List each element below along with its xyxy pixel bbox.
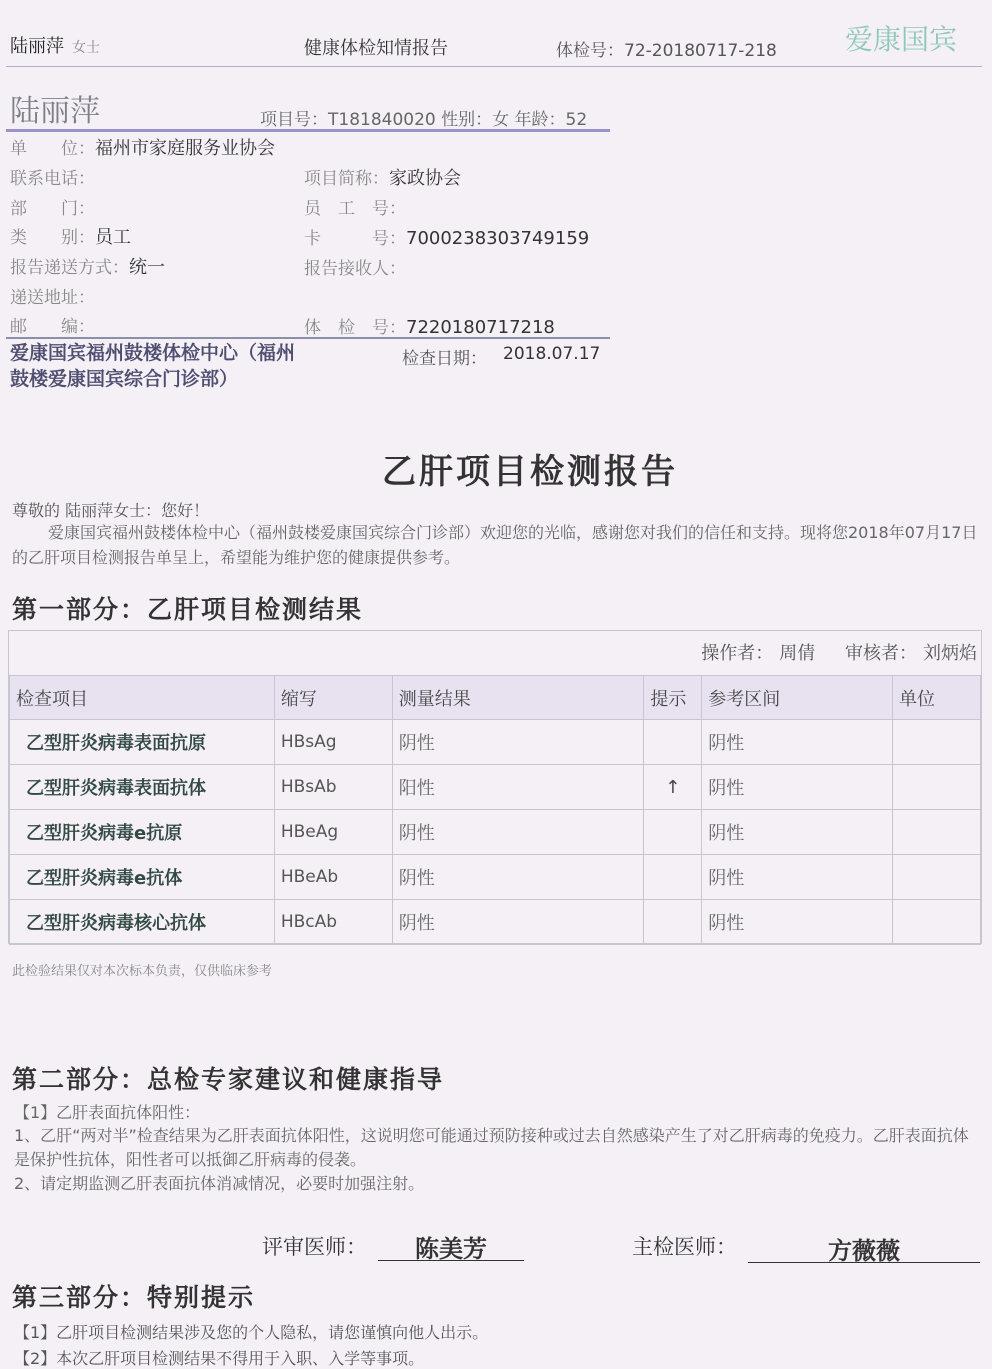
cell-result: 阴性 <box>392 720 644 765</box>
cell-abbr: HBeAb <box>274 855 392 900</box>
cell-flag <box>644 720 702 765</box>
field-unit-value: 福州市家庭服务业协会 <box>95 138 275 159</box>
section-title-part1: 第一部分：乙肝项目检测结果 <box>12 595 364 624</box>
cell-item: 乙型肝炎病毒e抗体 <box>10 855 275 900</box>
field-staff-label: 员 工 号： <box>304 199 406 219</box>
field-type-value: 员工 <box>95 227 131 248</box>
cell-item: 乙型肝炎病毒表面抗原 <box>10 720 275 765</box>
cell-abbr: HBcAb <box>274 900 392 945</box>
greeting: 尊敬的 陆丽萍女士：您好！ <box>12 501 210 520</box>
cell-ref: 阴性 <box>702 765 893 810</box>
cell-ref: 阴性 <box>702 855 893 900</box>
field-card <box>304 224 589 249</box>
results-table <box>9 675 981 945</box>
field-card-value: 7000238303749159 <box>406 228 590 249</box>
cell-ref: 阴性 <box>702 810 893 855</box>
header-patient-name <box>10 32 100 58</box>
table-header-row <box>10 676 981 720</box>
special-note-2: 【2】本次乙肝项目检测结果不得用于入职、入学等事项。 <box>14 1349 425 1368</box>
cell-flag <box>644 900 702 945</box>
field-delivery-value: 统一 <box>129 257 165 278</box>
brand-logo-text: 爱康国宾 <box>845 23 958 56</box>
cell-item: 乙型肝炎病毒e抗原 <box>10 810 275 855</box>
field-address <box>10 283 95 308</box>
cell-result: 阳性 <box>392 765 644 810</box>
table-operators <box>695 639 977 665</box>
table-row <box>10 900 981 945</box>
col-header-result: 测量结果 <box>392 676 644 720</box>
field-delivery <box>10 253 165 279</box>
field-address-label: 递送地址： <box>10 288 95 308</box>
advice-heading: 【1】乙肝表面抗体阳性： <box>14 1103 201 1122</box>
field-phone-label: 联系电话： <box>10 169 95 189</box>
cell-item: 乙型肝炎病毒核心抗体 <box>10 900 275 945</box>
cell-flag-up-arrow-icon: ↑ <box>644 765 702 810</box>
reviewer-label: 审核者： <box>845 643 917 664</box>
results-table-panel <box>8 630 982 944</box>
col-header-abbr: 缩写 <box>274 676 392 720</box>
col-header-ref: 参考区间 <box>702 676 893 720</box>
cell-ref: 阴性 <box>702 720 893 765</box>
operator-name: 周倩 <box>779 643 816 664</box>
advice-item-2: 2、请定期监测乙肝表面抗体消减情况，必要时加强注射。 <box>14 1174 425 1193</box>
advice-item-1: 1、乙肝“两对半”检查结果为乙肝表面抗体阳性，这说明您可能通过预防接种或过去自然感染产生了对乙肝病毒的免疫力。乙肝表面抗体是保护性抗体，阳性者可以抵御乙肝病毒的侵袭。 <box>14 1126 969 1169</box>
cell-unit <box>893 765 981 810</box>
cell-result: 阴性 <box>392 810 644 855</box>
field-exam <box>304 313 555 338</box>
field-phone <box>10 164 95 189</box>
special-note-1: 【1】乙肝项目检测结果涉及您的个人隐私，请您谨慎向他人出示。 <box>14 1323 489 1342</box>
section-title-part3: 第三部分：特别提示 <box>12 1283 256 1312</box>
field-type <box>10 223 131 249</box>
field-card-label: 卡 号： <box>304 229 406 249</box>
chief-doctor-signature: 方薇薇 <box>828 1236 900 1265</box>
table-row <box>10 765 981 810</box>
reviewing-doctor-line <box>378 1260 524 1261</box>
field-post-label: 邮 编： <box>10 317 95 337</box>
patient-divider <box>6 129 610 132</box>
cell-result: 阴性 <box>392 900 644 945</box>
reviewer-name: 刘炳焰 <box>923 643 977 664</box>
field-receiver-label: 报告接收人： <box>304 259 406 279</box>
reviewing-doctor-label: 评审医师： <box>262 1235 367 1259</box>
patient-meta: 项目号：T181840020 性别：女 年龄：52 <box>260 110 588 130</box>
cell-abbr: HBsAg <box>274 720 392 765</box>
cell-abbr: HBeAg <box>274 810 392 855</box>
header-report-name: 健康体检知情报告 <box>304 38 448 59</box>
cell-abbr: HBsAb <box>274 765 392 810</box>
table-row <box>10 855 981 900</box>
field-project <box>304 164 461 190</box>
col-header-unit: 单位 <box>893 676 981 720</box>
results-disclaimer: 此检验结果仅对本次标本负责，仅供临床参考 <box>12 964 273 979</box>
field-receiver <box>304 254 406 279</box>
report-title: 乙肝项目检测报告 <box>382 452 678 492</box>
cell-ref: 阴性 <box>702 900 893 945</box>
field-exam-label: 体 检 号： <box>304 318 406 338</box>
exam-date-value: 2018.07.17 <box>503 344 601 364</box>
operator-label: 操作者： <box>701 643 774 664</box>
cell-unit <box>893 855 981 900</box>
field-post <box>10 312 95 337</box>
header-divider <box>6 66 982 67</box>
cell-unit <box>893 720 981 765</box>
cell-result: 阴性 <box>392 855 644 900</box>
header-title-suffix: 女士 <box>72 40 100 56</box>
table-row <box>10 810 981 855</box>
intro-paragraph: 爱康国宾福州鼓楼体检中心（福州鼓楼爱康国宾综合门诊部）欢迎您的光临，感谢您对我们的信任和支持。现将您2018年07月17日的乙肝项目检测报告单呈上，希望能为维护您的健康提供参考。 <box>12 523 978 567</box>
header-exam-number: 体检号：72-20180717-218 <box>556 41 777 61</box>
col-header-flag: 提示 <box>644 676 702 720</box>
section-title-part2: 第二部分：总检专家建议和健康指导 <box>12 1065 445 1094</box>
exam-date-label: 检查日期： <box>402 349 487 369</box>
cell-unit <box>893 900 981 945</box>
field-type-label: 类 别： <box>10 228 95 248</box>
cell-flag <box>644 810 702 855</box>
field-dept-label: 部 门： <box>10 199 95 219</box>
col-header-item: 检查项目 <box>10 676 275 720</box>
field-dept <box>10 194 95 219</box>
exam-center-name: 爱康国宾福州鼓楼体检中心（福州鼓楼爱康国宾综合门诊部） <box>10 342 296 390</box>
cell-unit <box>893 810 981 855</box>
header-name-text: 陆丽萍 <box>10 36 64 57</box>
chief-doctor-line <box>748 1262 980 1263</box>
reviewing-doctor-signature: 陈美芳 <box>415 1234 487 1263</box>
field-staff <box>304 194 406 219</box>
field-project-value: 家政协会 <box>389 168 461 189</box>
center-divider <box>6 337 610 339</box>
cell-item: 乙型肝炎病毒表面抗体 <box>10 765 275 810</box>
table-row <box>10 720 981 765</box>
field-project-label: 项目简称： <box>304 169 389 189</box>
field-exam-value: 7220180717218 <box>406 317 555 338</box>
field-unit <box>10 134 275 160</box>
patient-name: 陆丽萍 <box>10 94 100 129</box>
field-delivery-label: 报告递送方式： <box>10 258 129 278</box>
chief-doctor-label: 主检医师： <box>632 1235 737 1259</box>
field-unit-label: 单 位： <box>10 139 95 159</box>
cell-flag <box>644 855 702 900</box>
